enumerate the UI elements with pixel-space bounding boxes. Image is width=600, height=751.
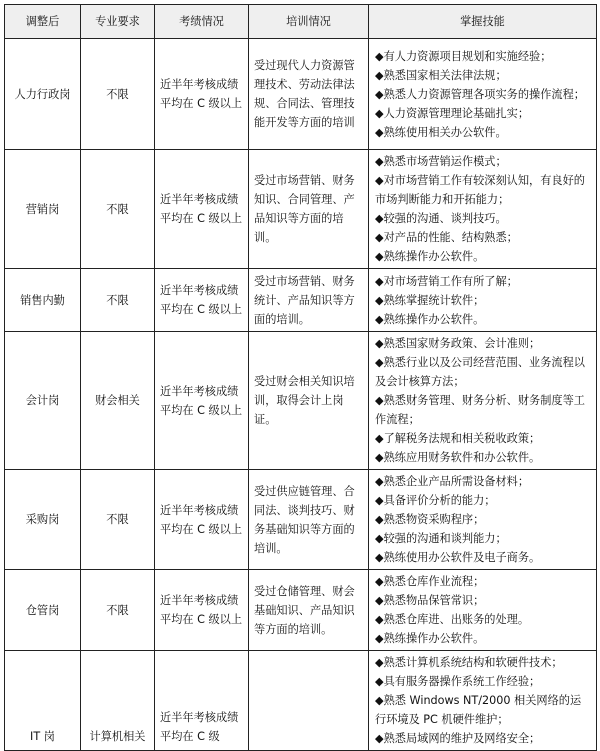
skill-item: ◆熟悉企业产品所需设备材料； bbox=[375, 475, 530, 488]
skill-item: ◆较强的沟通、谈判技巧。 bbox=[375, 212, 507, 225]
position-cell: 会计岗 bbox=[5, 332, 81, 470]
skill-item: ◆熟练操作办公软件。 bbox=[375, 312, 485, 326]
skills-requirement-table bbox=[4, 4, 597, 751]
requirement-cell: 计算机相关 bbox=[81, 651, 155, 751]
skills-cell bbox=[369, 269, 597, 332]
skill-item: ◆了解税务法规和相关税收政策； bbox=[375, 432, 541, 445]
skill-item: ◆熟悉计算机系统结构和软硬件技术； bbox=[375, 656, 563, 669]
skill-item: ◆熟练使用相关办公软件。 bbox=[375, 125, 507, 139]
position-cell: 营销岗 bbox=[5, 150, 81, 269]
header-requirement: 专业要求 bbox=[81, 5, 155, 39]
requirement-cell: 不限 bbox=[81, 269, 155, 332]
requirement-cell: 不限 bbox=[81, 150, 155, 269]
requirement-cell: 财会相关 bbox=[81, 332, 155, 470]
training-cell: 受过仓储管理、财会基础知识、产品知识等方面的培训。 bbox=[249, 570, 369, 651]
skill-item: ◆熟悉 Windows NT/2000 相关网络的运行环境及 PC 机硬件维护； bbox=[375, 694, 582, 726]
performance-cell: 近半年考核成绩平均在 C 级以上 bbox=[155, 470, 249, 570]
table-row bbox=[5, 332, 597, 470]
skills-cell bbox=[369, 651, 597, 751]
skills-cell bbox=[369, 150, 597, 269]
training-cell: 受过现代人力资源管理技术、劳动法律法规、合同法、管理技能开发等方面的培训 bbox=[249, 39, 369, 150]
position-cell: 采购岗 bbox=[5, 470, 81, 570]
training-cell bbox=[249, 651, 369, 751]
position-cell: IT 岗 bbox=[5, 651, 81, 751]
performance-cell: 近半年考核成绩平均在 C 级 bbox=[155, 651, 249, 751]
skill-item: ◆对产品的性能、结构熟悉； bbox=[375, 231, 518, 244]
table-header-row bbox=[5, 5, 597, 39]
skill-item: ◆熟悉市场营销运作模式； bbox=[375, 155, 507, 168]
table-row bbox=[5, 651, 597, 751]
skill-item: ◆具备评价分析的能力； bbox=[375, 494, 496, 507]
training-cell: 受过市场营销、财务统计、产品知识等方面的培训。 bbox=[249, 269, 369, 332]
skill-item: ◆具有服务器操作系统工作经验； bbox=[375, 675, 541, 688]
skill-item: ◆对市场营销工作有所了解； bbox=[375, 274, 518, 288]
position-cell: 仓管岗 bbox=[5, 570, 81, 651]
performance-cell: 近半年考核成绩平均在 C 级以上 bbox=[155, 150, 249, 269]
header-performance: 考绩情况 bbox=[155, 5, 249, 39]
training-cell: 受过市场营销、财务知识、合同管理、产品知识等方面的培训。 bbox=[249, 150, 369, 269]
training-cell: 受过财会相关知识培训，取得会计上岗证。 bbox=[249, 332, 369, 470]
skill-item: ◆较强的沟通和谈判能力； bbox=[375, 532, 507, 545]
skill-item: ◆熟练操作办公软件。 bbox=[375, 632, 485, 645]
skill-item: ◆熟悉局域网的维护及网络安全； bbox=[375, 732, 541, 745]
performance-cell: 近半年考核成绩平均在 C 级以上 bbox=[155, 332, 249, 470]
skill-item: ◆熟练应用财务软件和办公软件。 bbox=[375, 451, 541, 464]
skill-item: ◆熟悉仓库作业流程； bbox=[375, 575, 485, 588]
skill-item: ◆熟练操作办公软件。 bbox=[375, 250, 485, 263]
skills-cell bbox=[369, 332, 597, 470]
table-row bbox=[5, 39, 597, 150]
skill-item: ◆对市场营销工作有较深刻认知，有良好的市场判断能力和开拓能力； bbox=[375, 174, 585, 206]
skill-item: ◆熟悉财务管理、财务分析、财务制度等工作流程； bbox=[375, 394, 585, 426]
skill-item: ◆人力资源管理理论基础扎实； bbox=[375, 106, 530, 120]
table-row bbox=[5, 269, 597, 332]
skill-item: ◆熟练掌握统计软件； bbox=[375, 293, 485, 307]
table-row bbox=[5, 150, 597, 269]
header-position: 调整后 bbox=[5, 5, 81, 39]
skill-item: ◆熟悉国家相关法律法规； bbox=[375, 68, 507, 82]
header-skills: 掌握技能 bbox=[369, 5, 597, 39]
performance-cell: 近半年考核成绩平均在 C 级以上 bbox=[155, 269, 249, 332]
performance-cell: 近半年考核成绩平均在 C 级以上 bbox=[155, 570, 249, 651]
skills-cell bbox=[369, 39, 597, 150]
performance-cell: 近半年考核成绩平均在 C 级以上 bbox=[155, 39, 249, 150]
skill-item: ◆熟悉行业以及公司经营范围、业务流程以及会计核算方法； bbox=[375, 356, 585, 388]
training-cell: 受过供应链管理、合同法、谈判技巧、财务基础知识等方面的培训。 bbox=[249, 470, 369, 570]
skill-item: ◆熟悉物品保管常识； bbox=[375, 594, 485, 607]
requirement-cell: 不限 bbox=[81, 39, 155, 150]
skill-item: ◆有人力资源项目规划和实施经验； bbox=[375, 49, 552, 63]
requirement-cell: 不限 bbox=[81, 570, 155, 651]
position-cell: 人力行政岗 bbox=[5, 39, 81, 150]
header-training: 培训情况 bbox=[249, 5, 369, 39]
skills-cell bbox=[369, 570, 597, 651]
table-row bbox=[5, 470, 597, 570]
skill-item: ◆熟练使用办公软件及电子商务。 bbox=[375, 551, 541, 564]
skills-cell bbox=[369, 470, 597, 570]
requirement-cell: 不限 bbox=[81, 470, 155, 570]
skill-item: ◆熟悉物资采购程序； bbox=[375, 513, 485, 526]
skill-item: ◆熟悉人力资源管理各项实务的操作流程； bbox=[375, 87, 585, 101]
skill-item: ◆熟悉国家财务政策、会计准则； bbox=[375, 337, 541, 350]
position-cell: 销售内勤 bbox=[5, 269, 81, 332]
skill-item: ◆熟悉仓库进、出账务的处理。 bbox=[375, 613, 530, 626]
table-row bbox=[5, 570, 597, 651]
